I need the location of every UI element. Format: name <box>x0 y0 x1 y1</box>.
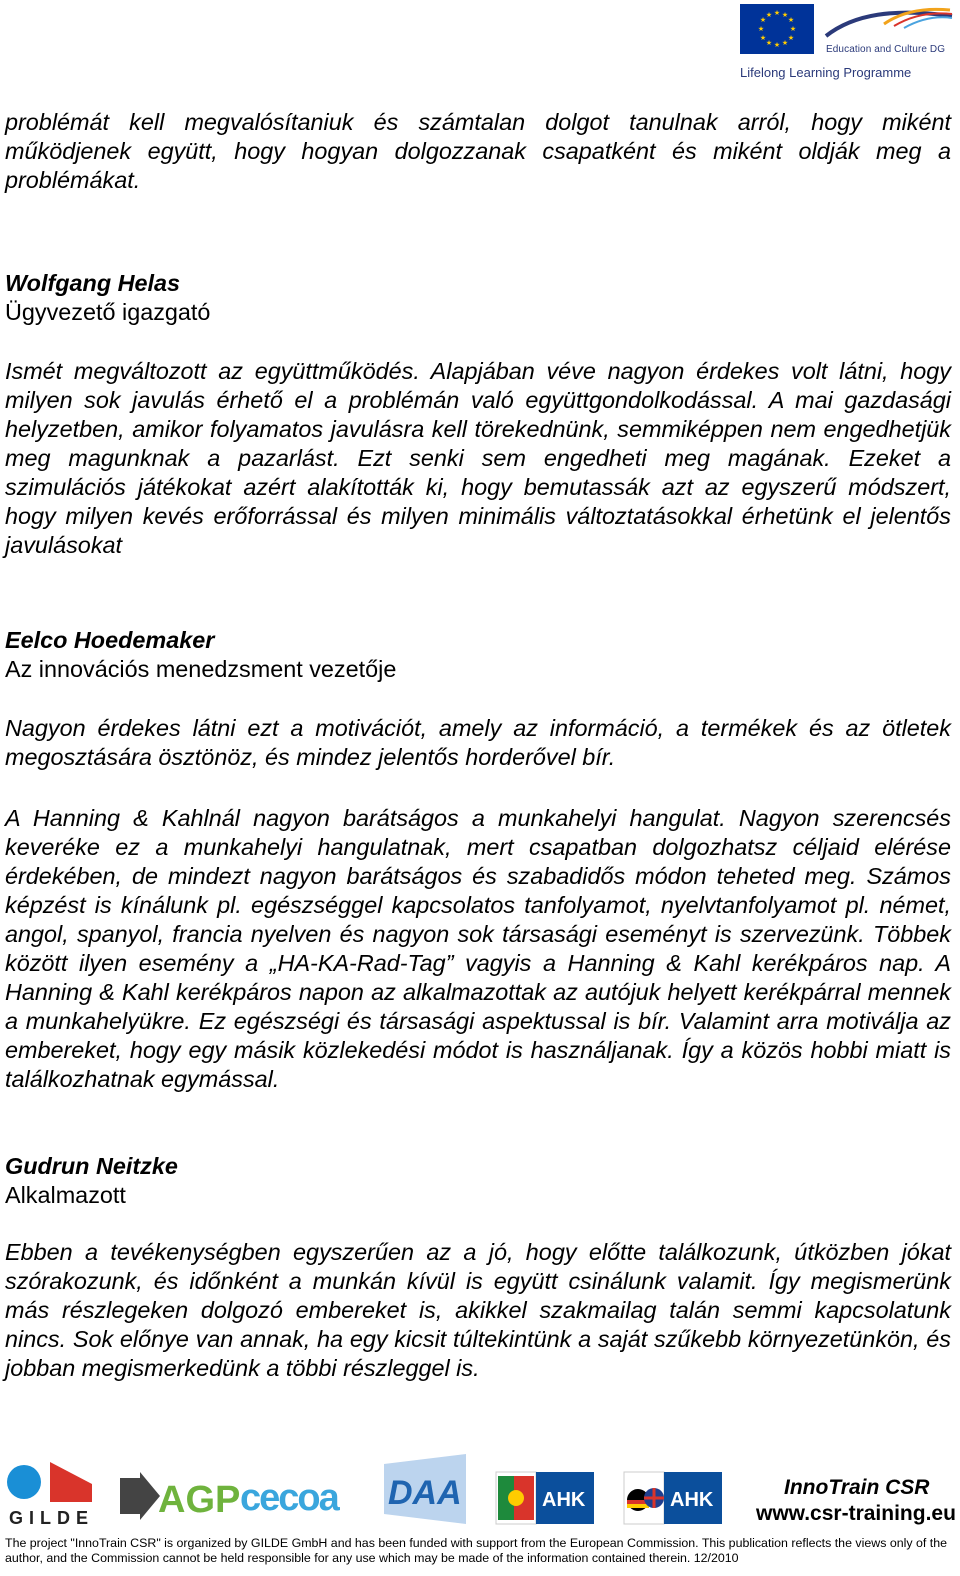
testimonial-name: Eelco Hoedemaker <box>5 627 215 653</box>
testimonial-role: Ügyvezető igazgató <box>5 299 211 325</box>
testimonial-paragraph: A Hanning & Kahlnál nagyon barátságos a munkahelyi hangulat. Nagyon szerencsés keveréke ez a munkahelyi hangulatnak, mert csapatban dolgozhatsz céljaid elérése érdekében, de mindezt nagyon barátságos és szabadidős módon teheted meg. Számos képzést is kínálunk pl. egészséggel kapcsolatos tanfolyamot, nyelvtanfolyamot pl. német, angol, spanyol, francia nyelven és nagyon sok társasági eseményt is szervezünk. Többek között ilyen esemény a „HA-KA-Rad-Tag” vagyis a Hanning & Kahl kerékpáros nap. A Hanning & Kahl kerékpáros napon az alkalmazottak az autójuk helyett kerékpárral mennek a munkahelyükre. Ez egészségi és társasági aspektussal is bír. Valamint arra motiválja az embereket, hogy egy másik közlekedési módot is használjanak. Így a közös hobbi miatt is találkozhatnak egymással. <box>5 805 951 1092</box>
testimonial-name: Gudrun Neitzke <box>5 1153 178 1179</box>
daa-logo-text: DAA <box>388 1474 462 1512</box>
agp-logo <box>118 1470 241 1522</box>
testimonial-paragraph: Ismét megváltozott az együttműködés. Alapjában véve nagyon érdekes volt látni, hogy milyen sok javulás érhető el a problémán való együttgondolkodással. A mai gazdasági helyzetben, amikor folyamatos javulásra kell törekednünk, semmiképpen nem engedhetjük meg magunknak a pazarlást. Ezt senki sem engedheti meg magának. Ezeket a szimulációs játékokat azért alakították ki, hogy bemutassák azt az egyszerű módszert, hogy milyen kevés erőforrással és milyen minimális változtatásokkal érhetünk el jelentős javulásokat <box>5 358 951 558</box>
svg-text:★: ★ <box>757 25 765 33</box>
ahk-logo-text: AHK <box>542 1489 586 1511</box>
lifelong-learning-programme-logo <box>740 4 956 84</box>
testimonial-role: Az innovációs menedzsment vezetője <box>5 656 397 682</box>
testimonial-name: Wolfgang Helas <box>5 270 181 296</box>
svg-text:★: ★ <box>759 16 767 24</box>
testimonial-paragraph: Nagyon érdekes látni ezt a motivációt, amely az információ, a termékek és az ötletek megosztására ösztönöz, és mindez jelentős horderővel bír. <box>5 715 951 770</box>
daa-logo <box>384 1454 466 1524</box>
eu-flag-icon <box>740 4 814 54</box>
partner-logos <box>0 1450 960 1530</box>
svg-text:★: ★ <box>759 34 767 42</box>
svg-text:★: ★ <box>789 25 797 33</box>
svg-text:★: ★ <box>765 11 773 19</box>
document-body <box>5 108 951 1383</box>
svg-text:★: ★ <box>773 41 781 49</box>
svg-text:★: ★ <box>773 9 781 17</box>
lifelong-learning-label: Lifelong Learning Programme <box>740 65 912 80</box>
cecoa-logo <box>240 1478 366 1518</box>
gilde-logo <box>6 1456 96 1528</box>
svg-text:★: ★ <box>781 39 789 47</box>
project-url[interactable]: www.csr-training.eu <box>756 1502 956 1525</box>
ahk-portugal-logo <box>496 1472 596 1524</box>
ahk-logo-text: AHK <box>670 1489 714 1511</box>
funding-disclaimer: The project "InnoTrain CSR" is organized by GILDE GmbH and has been funded with support from the European Commission. This publication reflects the views only of the author, and the Commission cannot be held responsible for any use which may be made of the information contained therein. 12/2010 <box>5 1536 948 1565</box>
project-name: InnoTrain CSR <box>784 1476 930 1499</box>
education-culture-dg-label: Education and Culture DG <box>826 44 946 55</box>
intro-paragraph: problémát kell megvalósítaniuk és számtalan dolgot tanulnak arról, hogy miként működjenek együtt, hogy hogyan dolgozzanak csapatként és miként oldják meg a problémákat. <box>5 109 951 193</box>
testimonial-paragraph: Ebben a tevékenységben egyszerűen az a jó, hogy előtte találkozunk, útközben jókat szórakozunk, és időnként a munkán kívül is együtt csinálunk valamit. Így megismerünk más részlegeken dolgozó embereket is, akikkel szakmailag talán semmi kapcsolatunk nincs. Sok előnye van annak, ha egy kicsit túltekintünk a saját szűkebb környezetünkön, és jobban megismerkedünk a többi részleggel is. <box>5 1239 951 1381</box>
innotrain-logo <box>756 1474 958 1526</box>
testimonial-role: Alkalmazott <box>5 1182 126 1208</box>
svg-text:★: ★ <box>787 16 795 24</box>
ahk-uk-logo <box>624 1472 724 1524</box>
page-header <box>0 0 960 95</box>
svg-text:★: ★ <box>781 11 789 19</box>
education-swoosh-icon <box>824 6 954 42</box>
cecoa-logo-text: cecoa <box>240 1477 338 1519</box>
svg-text:★: ★ <box>787 34 795 42</box>
agp-logo-text: AGP <box>158 1479 241 1521</box>
gilde-logo-text: GILDE <box>9 1508 95 1528</box>
svg-text:★: ★ <box>765 39 773 47</box>
